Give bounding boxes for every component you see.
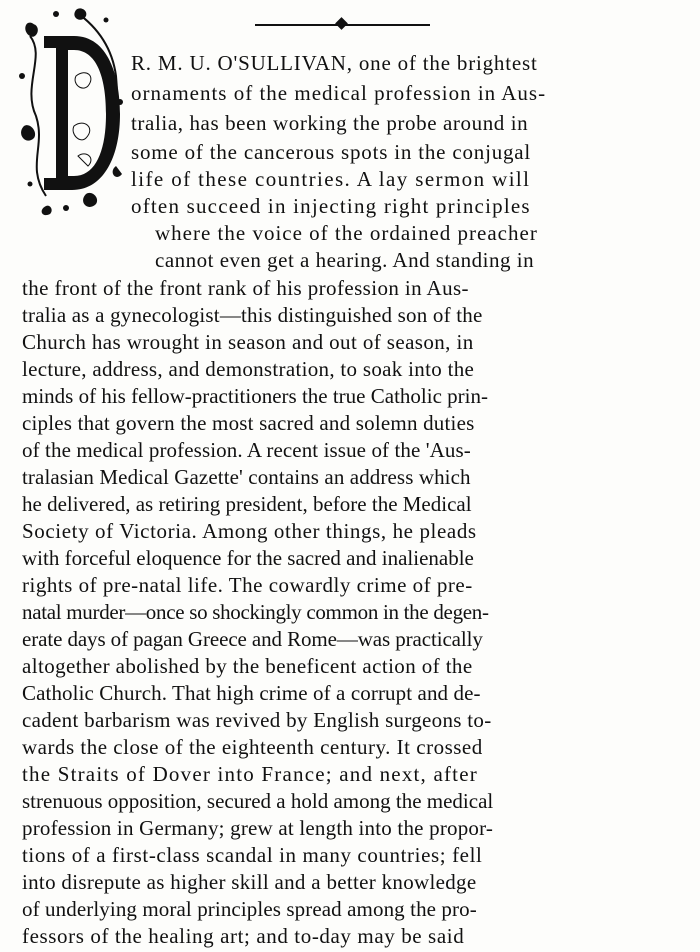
text-line-14: ciples that govern the most sacred and solemn duties (22, 411, 475, 435)
letter-d-shape (44, 36, 120, 190)
text-line-24: Catholic Church. That high crime of a corrupt and de- (22, 681, 481, 705)
text-line-2: ornaments of the medical profession in Aus- (131, 81, 547, 105)
text-line-1: R. M. U. O'SULLIVAN, one of the brightest (131, 51, 538, 75)
text-line-19: with forceful eloquence for the sacred and inalienable (22, 546, 474, 570)
text-line-4: some of the cancerous spots in the conjugal (131, 140, 532, 164)
text-line-7: where the voice of the ordained preacher (155, 221, 538, 245)
text-line-22: erate days of pagan Greece and Rome—was practically (22, 627, 483, 651)
text-line-13: minds of his fellow-practitioners the true Catholic prin- (22, 384, 488, 408)
rule-diamond-ornament (335, 17, 348, 30)
text-line-20: rights of pre-natal life. The cowardly crime of pre- (22, 573, 473, 597)
text-line-26: wards the close of the eighteenth century. It crossed (22, 735, 483, 759)
text-line-28: strenuous opposition, secured a hold among the medical (22, 789, 494, 813)
text-line-23: altogether abolished by the beneficent action of the (22, 654, 473, 678)
text-line-17: he delivered, as retiring president, before the Medical (22, 492, 472, 516)
text-line-25: cadent barbarism was revived by English surgeons to- (22, 708, 492, 732)
text-line-18: Society of Victoria. Among other things, he pleads (22, 519, 477, 543)
text-line-33: fessors of the healing art; and to-day may be said (22, 924, 465, 948)
text-line-30: tions of a first-class scandal in many countries; fell (22, 843, 483, 867)
text-line-27: the Straits of Dover into France; and next, after (22, 762, 478, 786)
text-line-15: of the medical profession. A recent issue of the 'Aus- (22, 438, 471, 462)
text-line-6: often succeed in injecting right principles (131, 194, 531, 218)
text-line-10: tralia as a gynecologist—this distinguished son of the (22, 303, 483, 327)
text-line-12: lecture, address, and demonstration, to soak into the (22, 357, 475, 381)
text-line-3: tralia, has been working the probe around in (131, 111, 529, 135)
ornamental-dropcap-d (16, 6, 126, 216)
text-line-9: the front of the front rank of his profession in Aus- (22, 276, 469, 300)
text-line-8: cannot even get a hearing. And standing in (155, 248, 535, 272)
text-line-11: Church has wrought in season and out of season, in (22, 330, 474, 354)
vine-leaves (73, 73, 91, 166)
text-line-31: into disrepute as higher skill and a better knowledge (22, 870, 477, 894)
text-line-21: natal murder—once so shockingly common in the degen- (22, 600, 489, 624)
text-line-32: of underlying moral principles spread among the pro- (22, 897, 477, 921)
text-line-5: life of these countries. A lay sermon will (131, 167, 531, 191)
text-line-29: profession in Germany; grew at length into the propor- (22, 816, 494, 840)
text-line-16: tralasian Medical Gazette' contains an address which (22, 465, 471, 489)
